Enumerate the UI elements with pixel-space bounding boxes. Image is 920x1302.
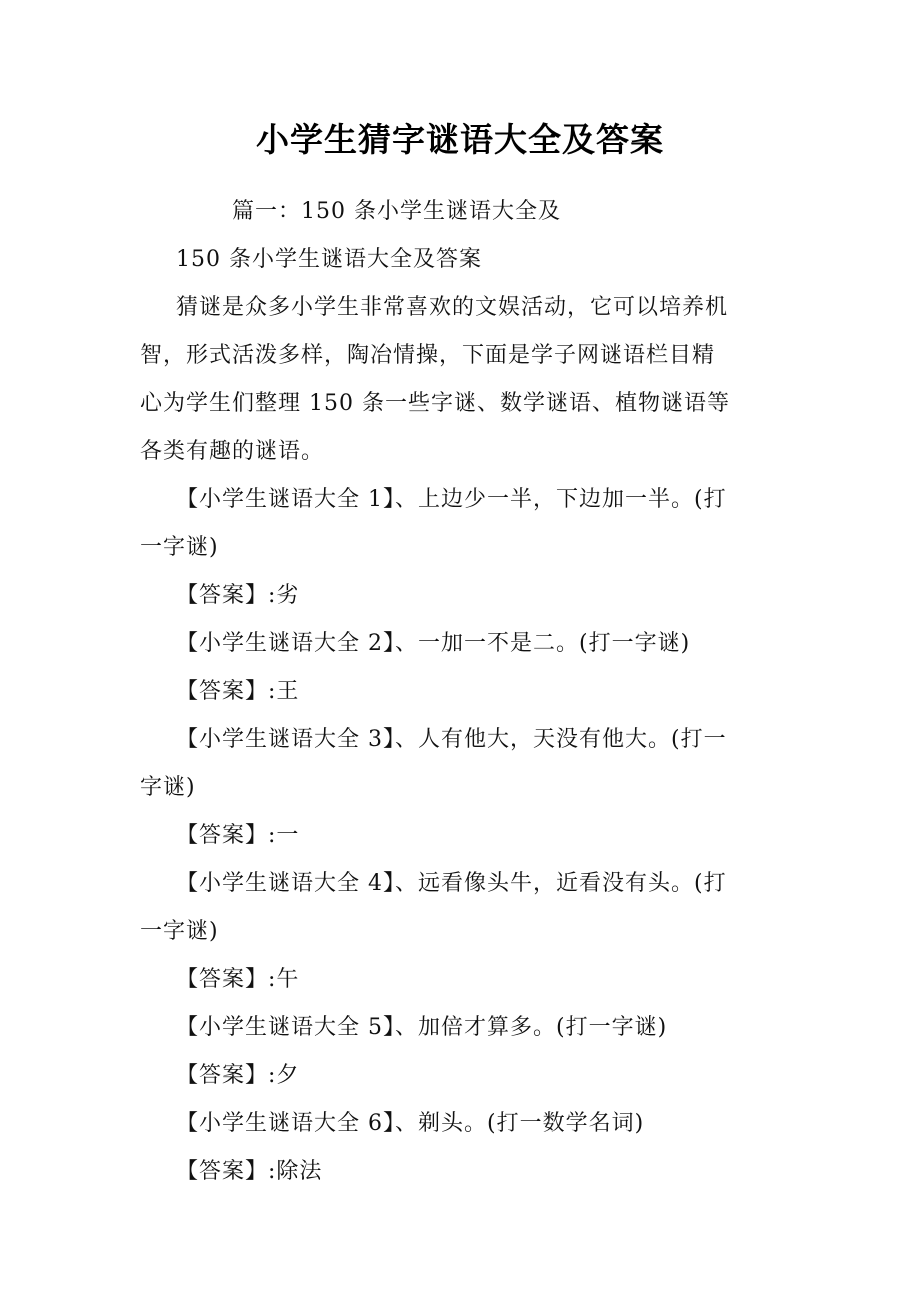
riddle-item: [140, 716, 780, 860]
riddle-answer: 【答案】:王: [176, 679, 300, 704]
document-body: [140, 188, 780, 1196]
riddle-question-line: 一字谜): [140, 919, 219, 944]
intro-line: 心为学生们整理 150 条一些字谜、数学谜语、植物谜语等: [140, 391, 730, 416]
riddle-answer: 【答案】:夕: [176, 1063, 300, 1088]
riddle-question-line: 一字谜): [140, 535, 219, 560]
riddle-item: [140, 620, 780, 716]
subtitle: 150 条小学生谜语大全及答案: [176, 247, 482, 272]
riddle-item: [140, 1004, 780, 1100]
riddle-item: [140, 1100, 780, 1196]
riddle-question-line: 【小学生谜语大全 4】、远看像头牛，近看没有头。(打: [176, 871, 727, 896]
riddle-item: [140, 476, 780, 620]
riddle-answer: 【答案】:一: [176, 823, 300, 848]
intro-line: 各类有趣的谜语。: [140, 439, 325, 464]
riddle-answer: 【答案】:除法: [176, 1159, 323, 1184]
section-heading: 篇一：150 条小学生谜语大全及: [232, 199, 561, 224]
intro-line: 猜谜是众多小学生非常喜欢的文娱活动，它可以培养机: [176, 295, 729, 320]
riddle-question-line: 【小学生谜语大全 2】、一加一不是二。(打一字谜): [176, 631, 691, 656]
riddle-answer: 【答案】:午: [176, 967, 300, 992]
intro-paragraph: [140, 284, 780, 476]
riddle-question-line: 【小学生谜语大全 3】、人有他大，天没有他大。(打一: [176, 727, 727, 752]
riddle-item: [140, 860, 780, 1004]
riddle-question-line: 【小学生谜语大全 6】、剃头。(打一数学名词): [176, 1111, 645, 1136]
riddle-question-line: 【小学生谜语大全 5】、加倍才算多。(打一字谜): [176, 1015, 668, 1040]
document-title: 小学生猜字谜语大全及答案: [256, 120, 664, 159]
riddle-question-line: 字谜): [140, 775, 196, 800]
riddle-question-line: 【小学生谜语大全 1】、上边少一半，下边加一半。(打: [176, 487, 727, 512]
riddle-answer: 【答案】:劣: [176, 583, 300, 608]
intro-line: 智，形式活泼多样，陶冶情操，下面是学子网谜语栏目精: [140, 343, 716, 368]
